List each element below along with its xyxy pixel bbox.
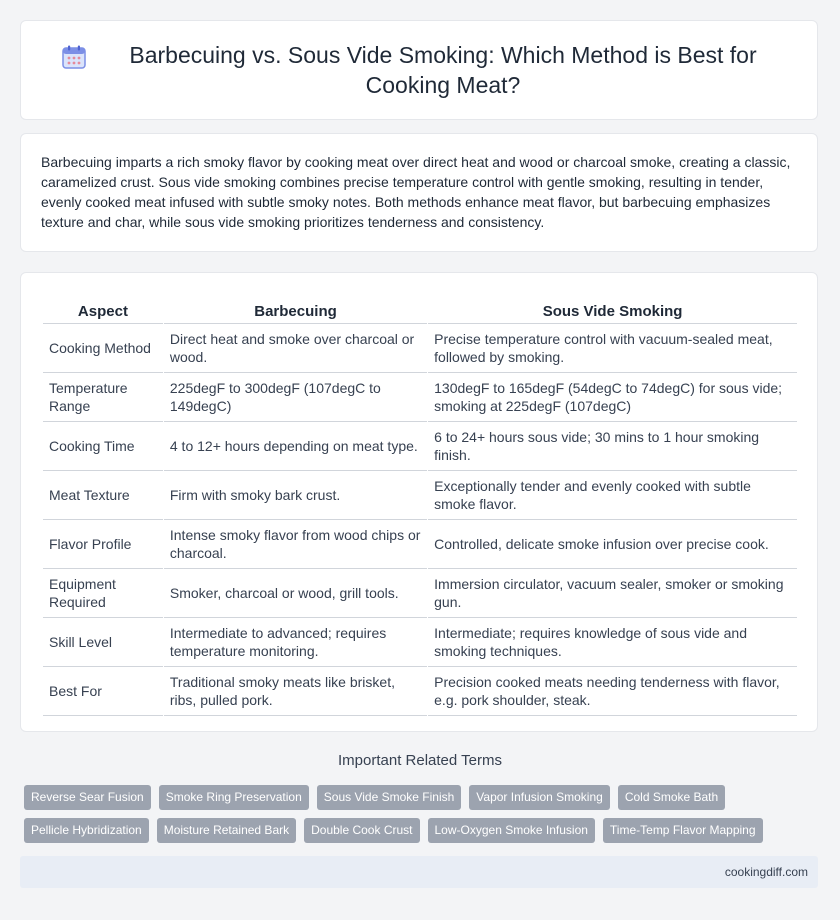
sous-vide-cell: Exceptionally tender and evenly cooked with subtle smoke flavor.: [428, 471, 797, 520]
column-header: Barbecuing: [164, 292, 427, 324]
barbecuing-cell: 225degF to 300degF (107degC to 149degC): [164, 373, 427, 422]
table-row: [43, 520, 797, 569]
table-row: [43, 569, 797, 618]
aspect-cell: Skill Level: [43, 618, 163, 667]
page-title: Barbecuing vs. Sous Vide Smoking: Which Method is Best for Cooking Meat?: [129, 42, 757, 98]
aspect-cell: Cooking Method: [43, 324, 163, 373]
comparison-table-card: [20, 272, 818, 732]
sous-vide-cell: Controlled, delicate smoke infusion over precise cook.: [428, 520, 797, 569]
related-term-tag[interactable]: Low-Oxygen Smoke Infusion: [428, 818, 595, 843]
footer: [20, 856, 818, 888]
barbecuing-cell: Traditional smoky meats like brisket, ribs, pulled pork.: [164, 667, 427, 716]
sous-vide-cell: Intermediate; requires knowledge of sous vide and smoking techniques.: [428, 618, 797, 667]
aspect-cell: Meat Texture: [43, 471, 163, 520]
table-row: [43, 471, 797, 520]
related-term-tag[interactable]: Reverse Sear Fusion: [24, 785, 151, 810]
sous-vide-cell: Precision cooked meats needing tenderness with flavor, e.g. pork shoulder, steak.: [428, 667, 797, 716]
table-header-row: [43, 292, 797, 324]
table-row: [43, 667, 797, 716]
related-term-tag[interactable]: Moisture Retained Bark: [157, 818, 296, 843]
sous-vide-cell: 130degF to 165degF (54degC to 74degC) for sous vide; smoking at 225degF (107degC): [428, 373, 797, 422]
aspect-cell: Equipment Required: [43, 569, 163, 618]
barbecuing-cell: Firm with smoky bark crust.: [164, 471, 427, 520]
site-name[interactable]: cookingdiff.com: [724, 865, 808, 879]
related-term-tag[interactable]: Time-Temp Flavor Mapping: [603, 818, 763, 843]
related-term-tag[interactable]: Sous Vide Smoke Finish: [317, 785, 462, 810]
intro-card: [20, 133, 818, 252]
sous-vide-cell: Immersion circulator, vacuum sealer, smoker or smoking gun.: [428, 569, 797, 618]
aspect-cell: Best For: [43, 667, 163, 716]
aspect-cell: Cooking Time: [43, 422, 163, 471]
barbecuing-cell: Intense smoky flavor from wood chips or charcoal.: [164, 520, 427, 569]
aspect-cell: Temperature Range: [43, 373, 163, 422]
title-card: [20, 20, 818, 120]
calendar-icon: [61, 44, 87, 70]
tag-row: [24, 818, 784, 843]
barbecuing-cell: 4 to 12+ hours depending on meat type.: [164, 422, 427, 471]
aspect-cell: Flavor Profile: [43, 520, 163, 569]
sous-vide-cell: Precise temperature control with vacuum-sealed meat, followed by smoking.: [428, 324, 797, 373]
related-term-tag[interactable]: Smoke Ring Preservation: [159, 785, 309, 810]
related-term-tag[interactable]: Pellicle Hybridization: [24, 818, 149, 843]
tag-row: [24, 785, 784, 810]
barbecuing-cell: Direct heat and smoke over charcoal or wood.: [164, 324, 427, 373]
related-term-tag[interactable]: Cold Smoke Bath: [618, 785, 725, 810]
barbecuing-cell: Intermediate to advanced; requires temperature monitoring.: [164, 618, 427, 667]
related-term-tag[interactable]: Double Cook Crust: [304, 818, 419, 843]
sous-vide-cell: 6 to 24+ hours sous vide; 30 mins to 1 hour smoking finish.: [428, 422, 797, 471]
table-row: [43, 618, 797, 667]
column-header: Sous Vide Smoking: [428, 292, 797, 324]
related-term-tag[interactable]: Vapor Infusion Smoking: [469, 785, 610, 810]
table-row: [43, 324, 797, 373]
comparison-table: [42, 292, 798, 716]
table-row: [43, 422, 797, 471]
intro-paragraph: Barbecuing imparts a rich smoky flavor by cooking meat over direct heat and wood or charcoal smoke, creating a classic, caramelized crust. Sous vide smoking combines precise temperature control with gentle smoking, resulting in tender, evenly cooked meat infused with subtle smoky notes. Both methods enhance meat flavor, but barbecuing emphasizes texture and char, while sous vide smoking prioritizes tenderness and consistency.: [41, 154, 791, 230]
related-terms-heading: Important Related Terms: [338, 752, 502, 769]
barbecuing-cell: Smoker, charcoal or wood, grill tools.: [164, 569, 427, 618]
column-header: Aspect: [43, 292, 163, 324]
table-row: [43, 373, 797, 422]
related-terms-list: [24, 785, 784, 851]
